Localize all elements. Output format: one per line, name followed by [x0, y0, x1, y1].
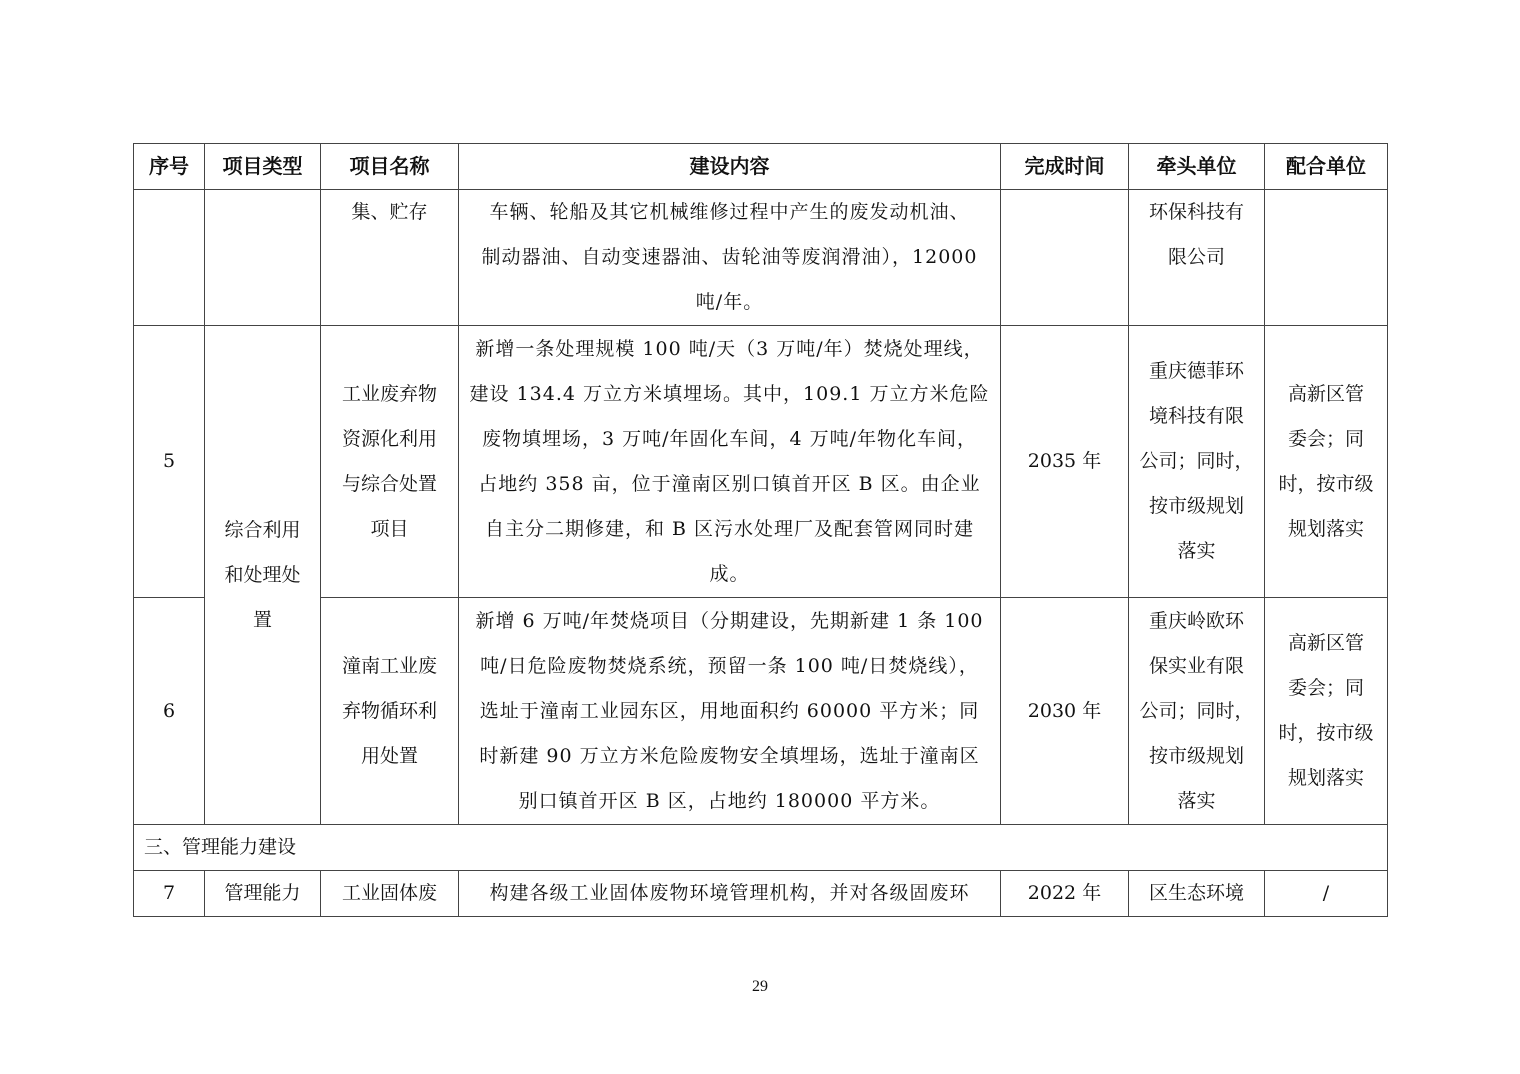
cont-lead-cell: 环保科技有 限公司 — [1129, 190, 1265, 326]
row7-category: 管理能力 — [205, 871, 321, 917]
table-row — [134, 326, 1388, 598]
cont-content-cell: 车辆、轮船及其它机械维修过程中产生的废发动机油、 制动器油、自动变速器油、齿轮油等废润滑油），12000 吨/年。 — [459, 190, 1001, 326]
category-cell: 综合利用 和处理处 置 — [205, 326, 321, 825]
row6-content: 新增 6 万吨/年焚烧项目（分期建设，先期新建 1 条 100 吨/日危险废物焚烧系统，预留一条 100 吨/日焚烧线）， 选址于潼南工业园东区，用地面积约 60000 平方米；同 时新建 90 万立方米危险废物安全填埋场，选址于潼南区 别口镇首开区 B 区，占地约 180000 平方米。 — [459, 598, 1001, 825]
row7-coop: / — [1265, 871, 1388, 917]
table-row — [134, 190, 1388, 326]
header-lead: 牵头单位 — [1129, 144, 1265, 190]
row6-lead: 重庆岭欧环 保实业有限 公司；同时， 按市级规划 落实 — [1129, 598, 1265, 825]
row7-lead: 区生态环境 — [1129, 871, 1265, 917]
cont-type-cell — [205, 190, 321, 326]
section-title: 三、管理能力建设 — [134, 825, 1388, 871]
row7-time: 2022 年 — [1001, 871, 1129, 917]
header-content: 建设内容 — [459, 144, 1001, 190]
table-row — [134, 598, 1388, 825]
table-row — [134, 871, 1388, 917]
row7-content: 构建各级工业固体废物环境管理机构，并对各级固废环 — [459, 871, 1001, 917]
section-row — [134, 825, 1388, 871]
row5-no: 5 — [134, 326, 205, 598]
cont-time-cell — [1001, 190, 1129, 326]
project-table — [133, 143, 1388, 917]
header-no: 序号 — [134, 144, 205, 190]
row7-no: 7 — [134, 871, 205, 917]
cont-no-cell — [134, 190, 205, 326]
cont-coop-cell — [1265, 190, 1388, 326]
header-time: 完成时间 — [1001, 144, 1129, 190]
row5-coop: 高新区管 委会；同 时，按市级 规划落实 — [1265, 326, 1388, 598]
row7-name: 工业固体废 — [321, 871, 459, 917]
header-name: 项目名称 — [321, 144, 459, 190]
row5-content: 新增一条处理规模 100 吨/天（3 万吨/年）焚烧处理线， 建设 134.4 万立方米填埋场。其中，109.1 万立方米危险 废物填埋场，3 万吨/年固化车间，4 万吨/年物化车间， 占地约 358 亩，位于潼南区别口镇首开区 B 区。由企业 自主分二期修建，和 B 区污水处理厂及配套管网同时建 成。 — [459, 326, 1001, 598]
row5-lead: 重庆德菲环 境科技有限 公司；同时， 按市级规划 落实 — [1129, 326, 1265, 598]
row5-time: 2035 年 — [1001, 326, 1129, 598]
header-type: 项目类型 — [205, 144, 321, 190]
page-number: 29 — [752, 978, 768, 995]
table-header-row — [134, 144, 1388, 190]
cont-name-cell: 集、贮存 — [321, 190, 459, 326]
row6-coop: 高新区管 委会；同 时，按市级 规划落实 — [1265, 598, 1388, 825]
header-coop: 配合单位 — [1265, 144, 1388, 190]
row6-time: 2030 年 — [1001, 598, 1129, 825]
row5-name: 工业废弃物 资源化利用 与综合处置 项目 — [321, 326, 459, 598]
row6-no: 6 — [134, 598, 205, 825]
row6-name: 潼南工业废 弃物循环利 用处置 — [321, 598, 459, 825]
